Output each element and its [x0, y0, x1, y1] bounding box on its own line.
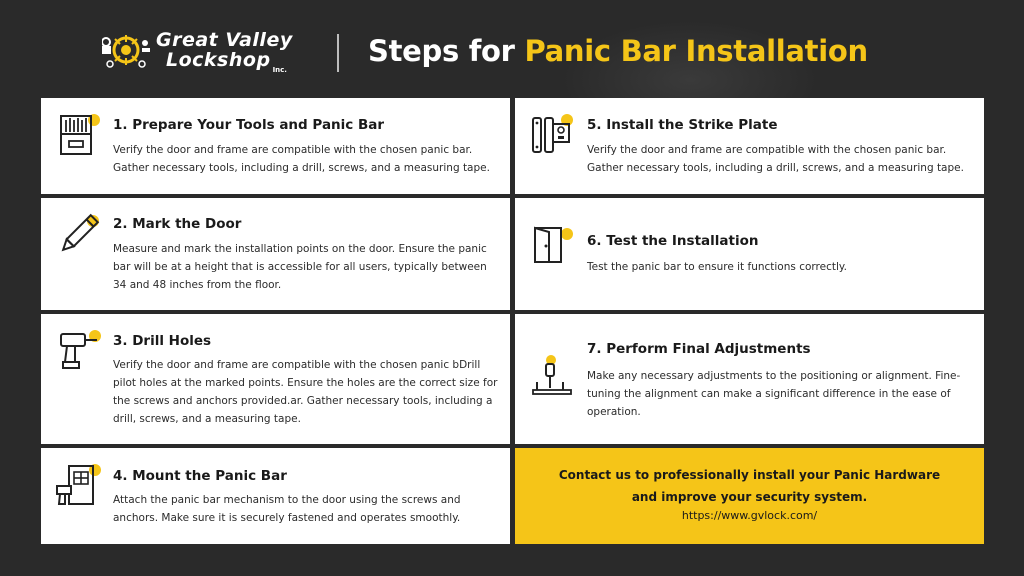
door-drill-icon [55, 462, 101, 508]
website-link[interactable]: https://www.gvlock.com/ [681, 509, 818, 522]
step-card-2 [41, 198, 510, 310]
contact-message: Contact us to professionally install your Panic Hardware and improve your security system. [558, 468, 941, 504]
step-7-text: Make any necessary adjustments to the positioning or alignment. Fine-tuning the alignment can make a significant difference in the ease of operation. [587, 370, 961, 418]
brand-line-1: Great Valley [156, 29, 293, 51]
step-3-title: 3. Drill Holes [113, 333, 212, 349]
contact-banner [515, 448, 984, 544]
lockshop-logo-icon [102, 30, 150, 70]
step-5-title: 5. Install the Strike Plate [587, 117, 778, 133]
step-3-text: Verify the door and frame are compatible with the chosen panic bDrill pilot holes at the marked points. Ensure the holes are the correct size for the screws and anchors provided.ar. Gather necessary tools, including a drill, screws, and a measuring tape. [113, 359, 498, 425]
step-card-3 [41, 314, 510, 444]
step-2-title: 2. Mark the Door [113, 216, 242, 232]
step-7-title: 7. Perform Final Adjustments [587, 341, 811, 357]
header-divider [337, 34, 339, 72]
step-card-7 [515, 314, 984, 444]
step-card-6 [515, 198, 984, 310]
page-title [368, 34, 868, 68]
strike-plate-icon [529, 112, 575, 158]
brand-line-2: Lockshop [166, 49, 271, 71]
step-4-text: Attach the panic bar mechanism to the door using the screws and anchors. Make sure it is securely fastened and operates smoothly. [113, 494, 461, 524]
open-door-icon [529, 220, 575, 266]
step-6-title: 6. Test the Installation [587, 233, 759, 249]
header [0, 0, 1024, 96]
step-1-text: Verify the door and frame are compatible with the chosen panic bar. Gather necessary tools, including a drill, screws, and a measuring tape. [113, 144, 490, 174]
brand-name [156, 30, 293, 80]
step-6-text: Test the panic bar to ensure it functions correctly. [587, 261, 847, 273]
title-prefix: Steps for [368, 34, 525, 68]
step-card-4 [41, 448, 510, 544]
screwdriver-icon [529, 354, 575, 400]
step-4-title: 4. Mount the Panic Bar [113, 468, 287, 484]
step-card-1 [41, 98, 510, 194]
toolbox-icon [55, 112, 101, 158]
drill-icon [55, 328, 101, 374]
brand-suffix: Inc. [272, 66, 287, 74]
step-1-title: 1. Prepare Your Tools and Panic Bar [113, 117, 385, 133]
step-card-5 [515, 98, 984, 194]
pencil-icon [55, 212, 101, 258]
step-2-text: Measure and mark the installation points on the door. Ensure the panic bar will be at a height that is accessible for all users, typically between 34 and 48 inches from the floor. [113, 243, 487, 291]
title-accent: Panic Bar Installation [524, 34, 868, 68]
step-5-text: Verify the door and frame are compatible with the chosen panic bar. Gather necessary tools, including a drill, screws, and a measuring tape. [587, 144, 964, 174]
